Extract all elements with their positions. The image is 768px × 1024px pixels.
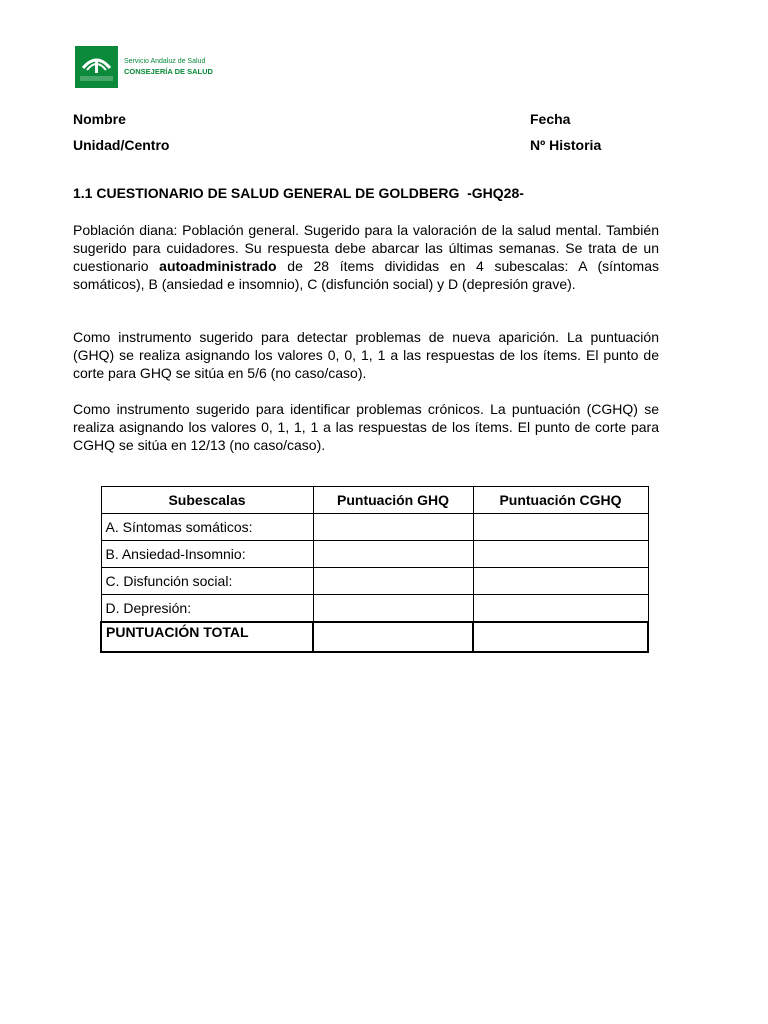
logo-line-sas: Servicio Andaluz de Salud — [124, 58, 206, 65]
ghq-total-cell[interactable] — [313, 622, 473, 652]
subscale-label: B. Ansiedad-Insomnio: — [101, 541, 313, 568]
table-row — [101, 541, 648, 568]
table-row — [101, 514, 648, 541]
nombre-label: Nombre — [73, 111, 126, 127]
paragraph-text: Población diana: Población general. Sugerido para la valoración de la salud mental. También sugerido para cuidadores. Su respuesta debe abarcar las últimas semanas. Se trata de un cuestionario — [73, 222, 659, 274]
paragraph-cghq: Como instrumento sugerido para identificar problemas crónicos. La puntuación (CGHQ) se realiza asignando los valores 0, 1, 1, 1 a las respuestas de los ítems. El punto de corte para CGHQ se sitúa en 12/13 (no caso/caso). — [73, 401, 659, 453]
paragraph-bold-text: autoadministrado — [159, 258, 277, 274]
header-subescalas: Subescalas — [101, 487, 313, 514]
total-label: PUNTUACIÓN TOTAL — [101, 622, 313, 652]
table-row — [101, 595, 648, 623]
document-title: 1.1 CUESTIONARIO DE SALUD GENERAL DE GOLDBERG -GHQ28- — [73, 185, 524, 201]
paragraph-text: de 28 ítems divididas en 4 subescalas: A (síntomas somáticos), B (ansiedad e insomnio), C (disfunción social) y D (depresión grave). — [73, 258, 659, 292]
cghq-score-cell[interactable] — [473, 541, 648, 568]
subscale-label: A. Síntomas somáticos: — [101, 514, 313, 541]
ghq-score-cell[interactable] — [313, 541, 473, 568]
subscale-label: D. Depresión: — [101, 595, 313, 623]
historia-label: Nº Historia — [530, 137, 602, 153]
paragraph-ghq: Como instrumento sugerido para detectar problemas de nueva aparición. La puntuación (GHQ) se realiza asignando los valores 0, 0, 1, 1 a las respuestas de los ítems. El punto de corte para GHQ se sitúa en 5/6 (no caso/caso). — [73, 329, 659, 381]
cghq-score-cell[interactable] — [473, 595, 648, 623]
cghq-score-cell[interactable] — [473, 514, 648, 541]
ghq-score-cell[interactable] — [313, 595, 473, 623]
header-puntuacion-ghq: Puntuación GHQ — [313, 487, 473, 514]
ghq-score-cell[interactable] — [313, 514, 473, 541]
cghq-score-cell[interactable] — [473, 568, 648, 595]
total-row — [101, 622, 648, 652]
cghq-total-cell[interactable] — [473, 622, 648, 652]
unidad-centro-label: Unidad/Centro — [73, 137, 170, 153]
andalucia-emblem-icon — [75, 46, 118, 88]
table-header-row — [101, 487, 648, 514]
scores-table — [100, 486, 649, 653]
table-row — [101, 568, 648, 595]
junta-andalucia-logo — [75, 46, 213, 88]
subscale-label: C. Disfunción social: — [101, 568, 313, 595]
paragraph-poblacion-diana — [73, 221, 659, 293]
logo-line-consejeria: CONSEJERÍA DE SALUD — [124, 67, 213, 76]
fecha-label: Fecha — [530, 111, 571, 127]
header-puntuacion-cghq: Puntuación CGHQ — [473, 487, 648, 514]
ghq-score-cell[interactable] — [313, 568, 473, 595]
